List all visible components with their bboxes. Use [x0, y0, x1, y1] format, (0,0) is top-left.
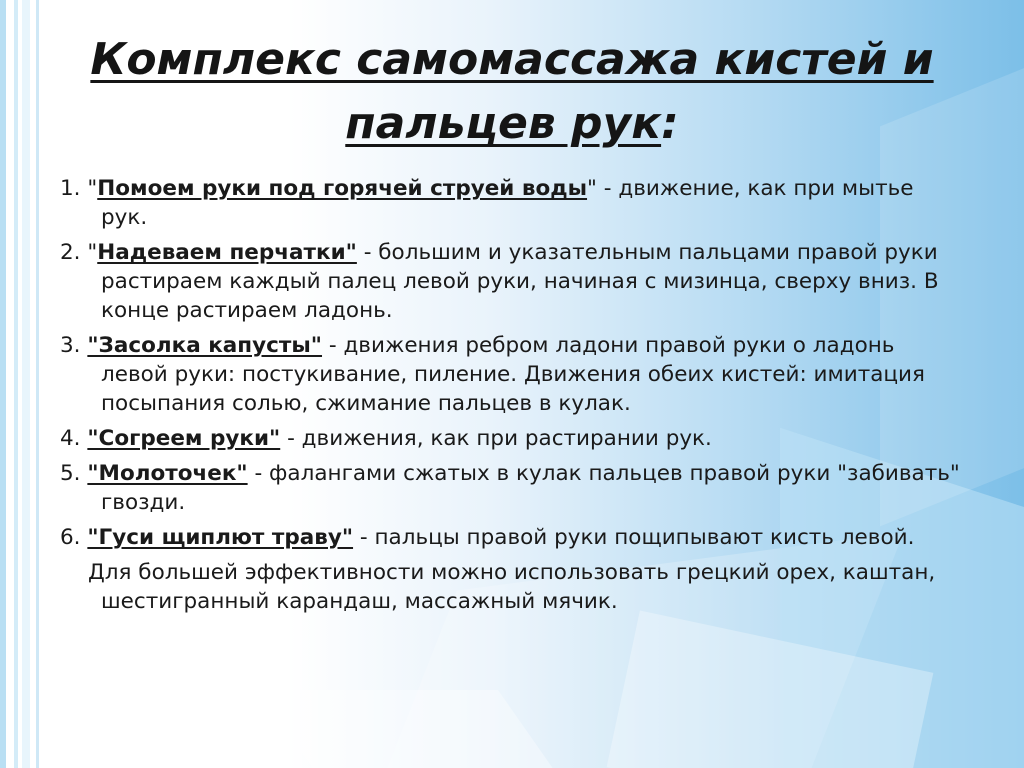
- decor-stripe: [14, 0, 18, 768]
- decor-stripe: [0, 0, 6, 768]
- exercise-description: - пальцы правой руки пощипывают кисть левой.: [353, 525, 915, 550]
- exercise-item-3: [60, 331, 960, 418]
- exercise-name: "Согреем руки": [87, 426, 281, 451]
- exercise-name: "Засолка капусты": [87, 333, 323, 358]
- exercise-number: 2.: [60, 240, 81, 265]
- efficiency-note: Для большей эффективности можно использовать грецкий орех, каштан, шестигранный карандаш, массажный мячик.: [88, 560, 936, 614]
- exercise-description: - движения, как при растирании рук.: [280, 426, 712, 451]
- exercise-open-quote: ": [87, 176, 98, 201]
- exercise-item-5: [60, 459, 960, 517]
- exercise-number: 1.: [60, 176, 81, 201]
- decor-stripe: [36, 0, 39, 768]
- exercise-item-4: [60, 424, 960, 453]
- exercise-description: " - движение, как при мытье рук.: [101, 176, 914, 230]
- exercise-description: - движения ребром ладони правой руки о ладонь левой руки: постукивание, пиление. Движения обеих кистей: имитация посыпания солью, сжимание пальцев в кулак.: [101, 333, 925, 416]
- exercise-name: Надеваем перчатки": [97, 240, 357, 265]
- exercise-number: 4.: [60, 426, 81, 451]
- title-line-2: пальцев рук: [345, 98, 662, 149]
- exercise-number: 6.: [60, 525, 81, 550]
- slide-title: [60, 28, 964, 156]
- exercise-number: 3.: [60, 333, 81, 358]
- exercise-item-1: [60, 174, 960, 232]
- exercise-description: - большим и указательным пальцами правой руки растираем каждый палец левой руки, начиная с мизинца, сверху вниз. В конце растираем ладонь.: [101, 240, 939, 323]
- exercise-number: 5.: [60, 461, 81, 486]
- exercise-item-2: [60, 238, 960, 325]
- title-line-1: Комплекс самомассажа кистей и: [90, 34, 934, 85]
- exercise-description: - фалангами сжатых в кулак пальцев правой руки "забивать" гвозди.: [101, 461, 960, 515]
- decor-stripe: [22, 0, 30, 768]
- exercise-list: [60, 174, 960, 616]
- exercise-name: Помоем руки под горячей струей воды: [97, 176, 588, 201]
- title-colon: :: [661, 98, 679, 149]
- exercise-name: "Гуси щиплют траву": [87, 525, 354, 550]
- exercise-name: "Молоточек": [87, 461, 248, 486]
- exercise-item-6: [60, 523, 960, 552]
- exercise-open-quote: ": [87, 240, 98, 265]
